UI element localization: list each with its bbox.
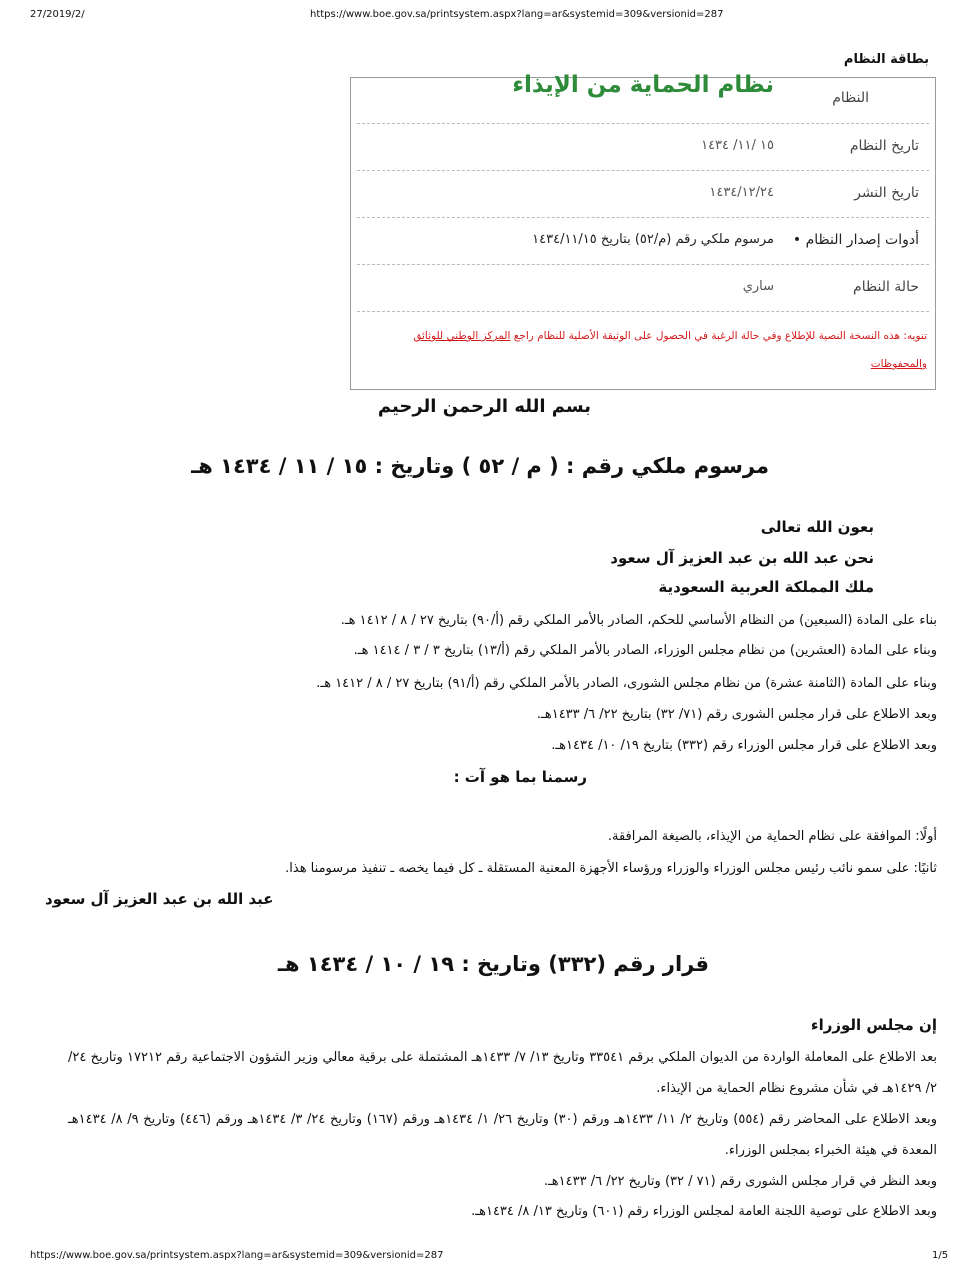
decision-paragraph: وبعد الاطلاع على المحاضر رقم (٥٥٤) وتاريخ ٢/ ١١/ ١٤٣٣هـ ورقم (٣٠) وتاريخ ٢٦/ ١/ ١٤٣٤هـ ورقم (١٦٧) وتاريخ ٢٤/ ٣/ ١٤٣٤هـ ورقم (٤٤٦) وتاريخ ٩/ ٨/ ١٤٣٤هـ المعدة في هيئة الخبراء بمجلس الوزراء. — [68, 1112, 938, 1158]
council-heading: إن مجلس الوزراء — [810, 1016, 937, 1034]
card-row-system — [357, 72, 929, 124]
article-2: ثانيًا: على سمو نائب رئيس مجلس الوزراء والوزراء ورؤساء الأجهزة المعنية المستقلة ـ كل فيما يخصه ـ تنفيذ مرسومنا هذا. — [285, 861, 937, 876]
decision-paragraph: بعد الاطلاع على المعاملة الواردة من الديوان الملكي برقم ٣٣٥٤١ وتاريخ ١٣/ ٧/ ١٤٣٣هـ المشتملة على برقية معالي وزير الشؤون الاجتماعية رقم ١٧٢١٢ وتاريخ ٢٤/ ٢/ ١٤٢٩هـ في شأن مشروع نظام الحماية من الإيذاء. — [68, 1050, 938, 1096]
card-row-system-date — [357, 124, 929, 171]
card-label-system-date: تاريخ النظام — [849, 138, 919, 154]
decision-paragraph: وبعد النظر في قرار مجلس الشورى رقم (٧١ / ٣٢) وتاريخ ٢٢/ ٦/ ١٤٣٣هـ. — [543, 1174, 937, 1189]
opening-line-3: ملك المملكة العربية السعودية — [658, 578, 874, 596]
decree-title: مرسوم ملكي رقم : ( م / ٥٢ ) وتاريخ : ١٥ / ١١ / ١٤٣٤ هـ — [191, 454, 769, 478]
card-row-issuing-tools — [357, 218, 929, 265]
system-card — [350, 72, 936, 390]
national-archives-link[interactable]: المركز الوطني للوثائق والمحفوظات — [413, 330, 927, 370]
preamble-line: وبناء على المادة (العشرين) من نظام مجلس الوزراء، الصادر بالأمر الملكي رقم (أ/١٣) بتاريخ ٣ / ٣ / ١٤١٤ هـ. — [353, 643, 937, 658]
card-label-status: حالة النظام — [853, 279, 919, 295]
basmala: بسم الله الرحمن الرحيم — [377, 396, 591, 417]
opening-line-2: نحن عبد الله بن عبد العزيز آل سعود — [610, 549, 874, 567]
issuing-tools-value: مرسوم ملكي رقم (م/٥٢) بتاريخ ١٤٣٤/١١/١٥ — [532, 232, 774, 247]
card-row-publish-date — [357, 171, 929, 218]
article-1: أولًا: الموافقة على نظام الحماية من الإيذاء، بالصيغة المرافقة. — [607, 829, 937, 844]
publish-date-value: ١٤٣٤/١٢/٢٤ — [709, 185, 774, 200]
opening-line-1: بعون الله تعالى — [760, 518, 874, 536]
card-label-system: النظام — [832, 90, 869, 106]
preamble-line: وبناء على المادة (الثامنة عشرة) من نظام مجلس الشورى، الصادر بالأمر الملكي رقم (أ/٩١) بتاريخ ٢٧ / ٨ / ١٤١٢ هـ. — [316, 676, 937, 691]
rasamna-line: رسمنا بما هو آت : — [453, 768, 587, 786]
card-label-publish-date: تاريخ النشر — [854, 185, 919, 201]
footer-url: https://www.boe.gov.sa/printsystem.aspx?lang=ar&systemid=309&versionid=287 — [30, 1250, 444, 1261]
disclaimer-note — [359, 322, 927, 378]
header-url: https://www.boe.gov.sa/printsystem.aspx?lang=ar&systemid=309&versionid=287 — [310, 9, 724, 20]
print-date: 27/2019/2/ — [30, 9, 85, 20]
preamble-line: وبعد الاطلاع على قرار مجلس الشورى رقم (٧١/ ٣٢) بتاريخ ٢٢/ ٦/ ١٤٣٣هـ. — [536, 707, 937, 722]
page-number: 1/5 — [932, 1250, 949, 1261]
king-signature: عبد الله بن عبد العزيز آل سعود — [45, 890, 274, 908]
system-title: نظام الحماية من الإيذاء — [512, 72, 774, 98]
preamble-line: وبعد الاطلاع على قرار مجلس الوزراء رقم (٣٣٢) بتاريخ ١٩/ ١٠/ ١٤٣٤هـ. — [551, 738, 937, 753]
system-date-value: ١٥ /١١/ ١٤٣٤ — [701, 138, 774, 153]
decision-title: قرار رقم (٣٣٢) وتاريخ : ١٩ / ١٠ / ١٤٣٤ هـ — [277, 952, 709, 976]
card-heading: بطاقة النظام — [843, 52, 929, 67]
status-value: ساري — [742, 279, 774, 294]
disclaimer-text: تنويه: هذه النسخة النصية للإطلاع وفي حالة الرغبة في الحصول على الوثيقة الأصلية للنظام راجع — [510, 330, 927, 342]
decision-paragraph: وبعد الاطلاع على توصية اللجنة العامة لمجلس الوزراء رقم (٦٠١) وتاريخ ١٣/ ٨/ ١٤٣٤هـ. — [471, 1204, 937, 1219]
card-label-issuing-tools: أدوات إصدار النظام • — [793, 232, 919, 248]
preamble-line: بناء على المادة (السبعين) من النظام الأساسي للحكم، الصادر بالأمر الملكي رقم (أ/٩٠) بتاريخ ٢٧ / ٨ / ١٤١٢ هـ. — [340, 613, 937, 628]
card-row-status — [357, 265, 929, 312]
